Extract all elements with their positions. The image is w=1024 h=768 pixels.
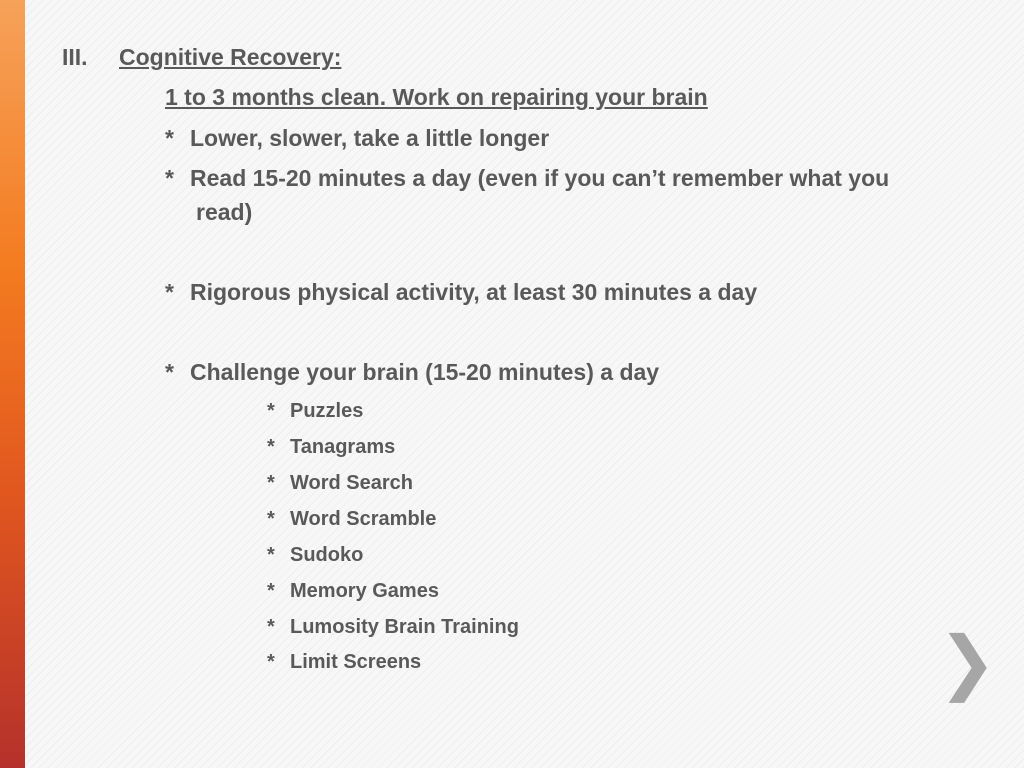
bullet-text: Lower, slower, take a little longer [190,125,550,151]
sub-bullet-text: Memory Games [290,580,439,602]
sub-bullet-text: Lumosity Brain Training [290,616,519,638]
section-subtitle: 1 to 3 months clean. Work on repairing your brain [165,84,708,110]
sub-bullet-marker: * [267,400,275,422]
sub-bullet-item [267,616,519,639]
bullet-marker: * [165,125,174,151]
bullet-item [165,275,757,309]
sub-bullet-text: Word Search [290,472,413,494]
sub-bullet-marker: * [267,544,275,566]
sub-bullet-marker: * [267,616,275,638]
sub-bullet-text: Sudoko [290,544,364,566]
bullet-text: Challenge your brain (15-20 minutes) a day [190,359,660,385]
section-number: III. [62,44,88,70]
bullet-item [165,161,889,229]
bullet-continuation: read) [196,199,253,225]
section-heading [62,44,341,71]
sub-bullet-text: Puzzles [290,400,364,422]
bullet-marker: * [165,359,174,385]
section-title: Cognitive Recovery: [119,44,342,70]
sub-bullet-item [267,651,421,674]
sub-bullet-item [267,580,439,603]
bullet-marker: * [165,165,174,191]
sub-bullet-marker: * [267,472,275,494]
sub-bullet-text: Word Scramble [290,508,437,530]
sub-bullet-item [267,436,395,459]
bullet-text: Rigorous physical activity, at least 30 minutes a day [190,279,758,305]
bullet-item [165,121,549,155]
sub-bullet-item [267,544,363,567]
sub-bullet-text: Tanagrams [290,436,396,458]
sub-bullet-marker: * [267,436,275,458]
chevron-right-icon[interactable]: ❯ [938,623,997,701]
sub-bullet-item [267,472,413,495]
bullet-item [165,355,659,389]
sub-bullet-text: Limit Screens [290,651,422,673]
sub-bullet-item [267,508,436,531]
sub-bullet-marker: * [267,580,275,602]
sub-bullet-marker: * [267,651,275,673]
bullet-marker: * [165,279,174,305]
bullet-text: Read 15-20 minutes a day (even if you can’t remember what you [190,165,890,191]
sub-bullet-marker: * [267,508,275,530]
sub-bullet-item [267,400,363,423]
